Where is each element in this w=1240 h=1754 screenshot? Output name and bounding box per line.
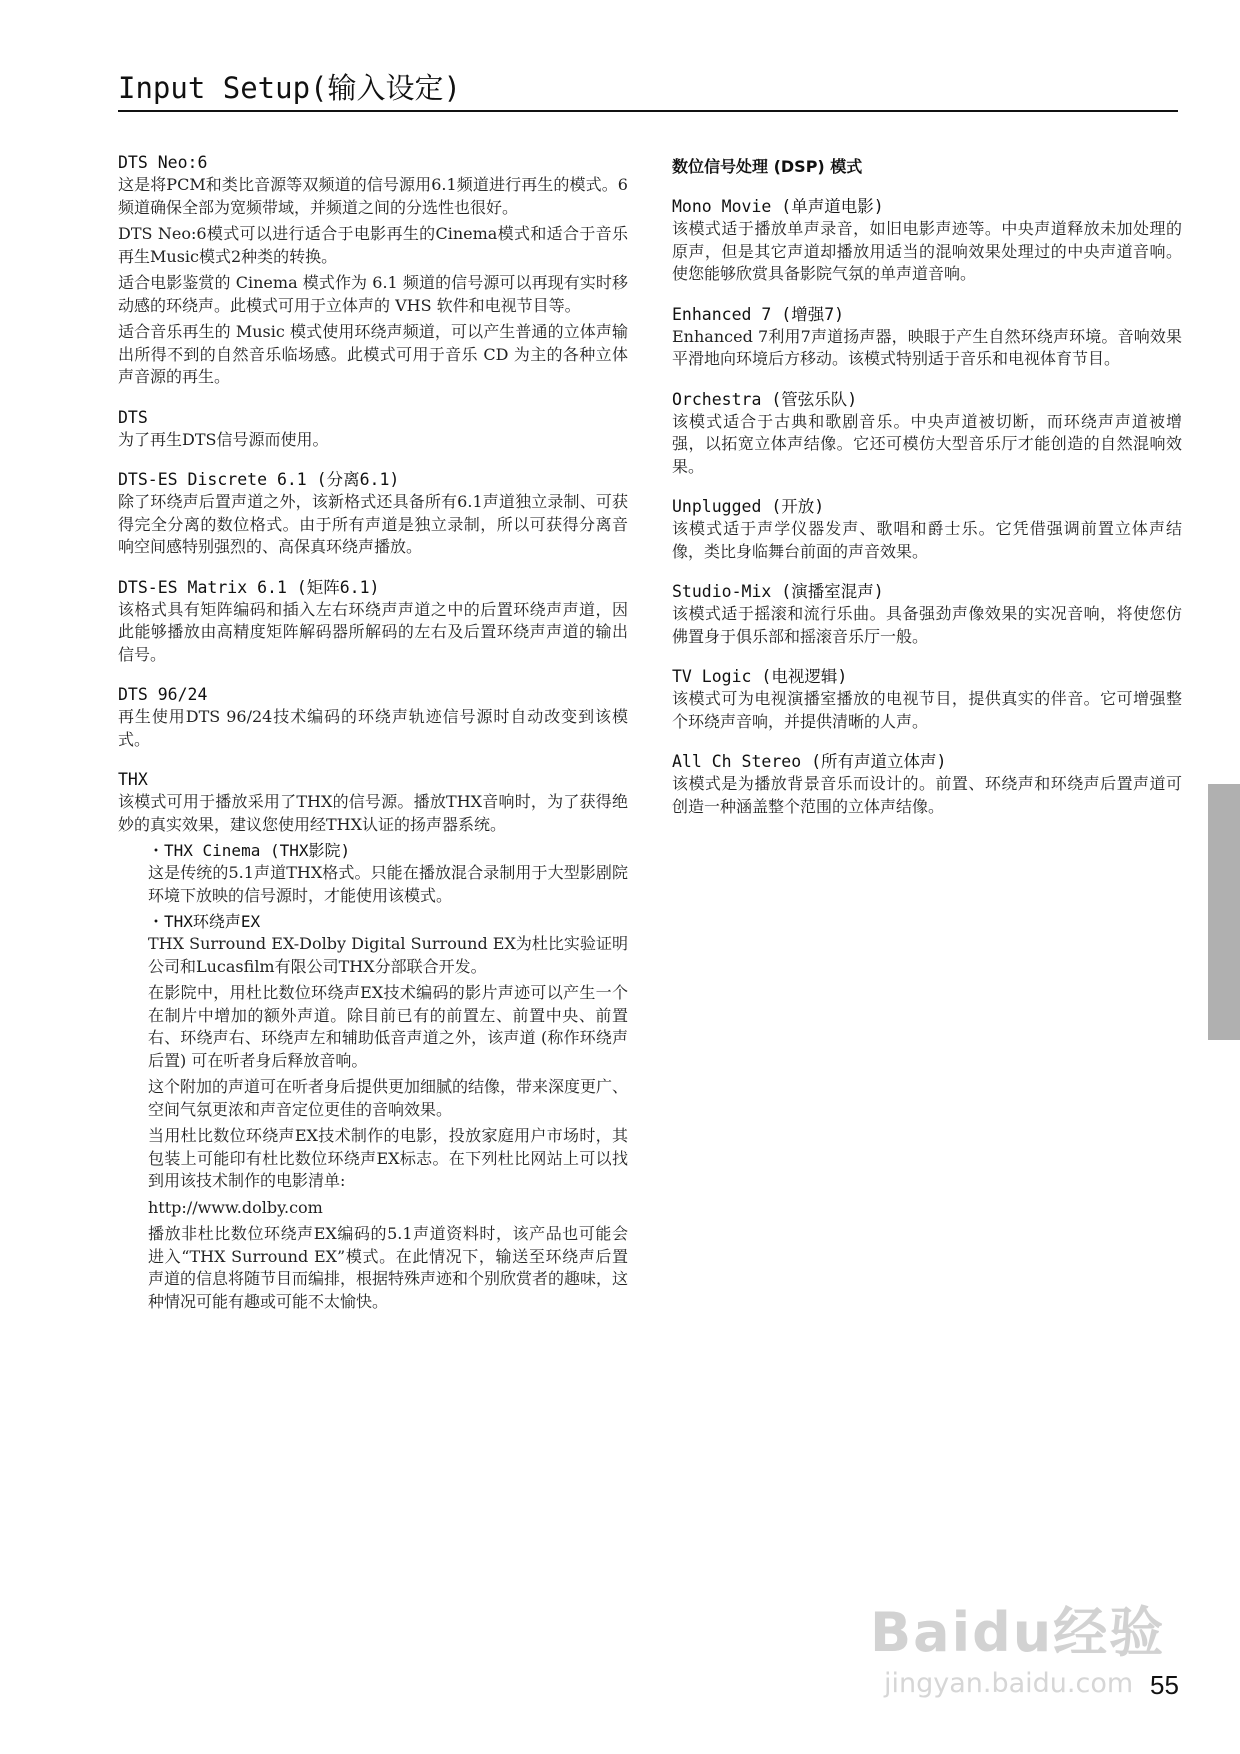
heading-dts-9624: DTS 96/24 [118, 685, 208, 704]
title-rule [118, 110, 1178, 112]
section-orchestra [672, 389, 1182, 479]
page-number: 55 [1150, 1670, 1179, 1700]
side-tab-marker [1208, 784, 1240, 1040]
heading-orchestra: Orchestra (管弦乐队) [672, 389, 858, 409]
right-column [672, 156, 1182, 836]
para-neo6-4: 适合音乐再生的 Music 模式使用环绕声频道，可以产生普通的立体声输出所得不到的自然音乐临场感。此模式可用于音乐 CD 为主的各种立体声音源的再生。 [118, 322, 628, 386]
section-thx [118, 769, 628, 1313]
para-neo6-3: 适合电影鉴赏的 Cinema 模式作为 6.1 频道的信号源可以再现有实时移动感的环绕声。此模式可用于立体声的 VHS 软件和电视节目等。 [118, 273, 628, 315]
heading-all-ch-stereo: All Ch Stereo (所有声道立体声) [672, 752, 947, 771]
para-tv-logic-1: 该模式可为电视演播室播放的电视节目，提供真实的伴音。它可增强整个环绕声音响，并提供清晰的人声。 [672, 689, 1182, 731]
section-dts [118, 407, 628, 452]
heading-dts: DTS [118, 407, 148, 427]
para-thx-ex-4: 当用杜比数位环绕声EX技术制作的电影，投放家庭用户市场时，其包装上可能印有杜比数位环绕声EX标志。在下列杜比网站上可以找到用该技术制作的电影清单: [148, 1126, 628, 1190]
section-dts-9624 [118, 684, 628, 751]
left-column [118, 152, 628, 1331]
heading-dtses-matrix: DTS-ES Matrix 6.1 (矩阵6.1) [118, 577, 380, 597]
heading-mono-movie: Mono Movie (单声道电影) [672, 197, 884, 216]
heading-thx: THX [118, 770, 148, 789]
section-mono-movie [672, 196, 1182, 286]
para-studio-mix-1: 该模式适于摇滚和流行乐曲。具备强劲声像效果的实况音响，将使您仿佛置身于俱乐部和摇滚音乐厅一般。 [672, 604, 1182, 646]
section-all-ch-stereo [672, 751, 1182, 818]
para-unplugged-1: 该模式适于声学仪器发声、歌唱和爵士乐。它凭借强调前置立体声结像，类比身临舞台前面的声音效果。 [672, 519, 1182, 561]
para-dtses-discrete-1: 除了环绕声后置声道之外，该新格式还具备所有6.1声道独立录制、可获得完全分离的数位格式。由于所有声道是独立录制，所以可获得分离音响空间感特别强烈的、高保真环绕声播放。 [118, 492, 628, 556]
para-dts-1: 为了再生DTS信号源而使用。 [118, 429, 329, 449]
para-thx-cinema-1: 这是传统的5.1声道THX格式。只能在播放混合录制用于大型影剧院环境下放映的信号源时，才能使用该模式。 [148, 863, 628, 905]
watermark-url: jingyan.baidu.com [884, 1668, 1134, 1699]
heading-studio-mix: Studio-Mix (演播室混声) [672, 582, 884, 601]
heading-dts-neo6: DTS Neo:6 [118, 153, 208, 172]
watermark-logo: Baidu经验 [870, 1601, 1166, 1664]
subheading-thx-ex: ・THX环绕声EX [148, 912, 261, 931]
para-orchestra-1: 该模式适合于古典和歌剧音乐。中央声道被切断，而环绕声声道被增强，以拓宽立体声结像。它还可模仿大型音乐厅才能创造的自然混响效果。 [672, 411, 1182, 476]
para-dts-9624-1: 再生使用DTS 96/24技术编码的环绕声轨迹信号源时自动改变到该模式。 [118, 707, 628, 749]
para-dtses-matrix-1: 该格式具有矩阵编码和插入左右环绕声声道之中的后置环绕声声道，因此能够播放由高精度矩阵解码器所解码的左右及后置环绕声声道的输出信号。 [118, 599, 628, 664]
heading-tv-logic: TV Logic (电视逻辑) [672, 667, 848, 686]
section-dtses-discrete [118, 469, 628, 559]
section-dtses-matrix [118, 577, 628, 667]
para-all-ch-stereo-1: 该模式是为播放背景音乐而设计的。前置、环绕声和环绕声后置声道可创造一种涵盖整个范围的立体声结像。 [672, 774, 1182, 816]
para-enhanced7-1: Enhanced 7利用7声道扬声器，映眼于产生自然环绕声环境。音响效果平滑地向环境后方移动。该模式特别适于音乐和电视体育节目。 [672, 326, 1182, 368]
link-dolby-url: http://www.dolby.com [148, 1197, 323, 1217]
section-enhanced7 [672, 304, 1182, 371]
page-title: Input Setup(输入设定) [118, 71, 461, 105]
para-thx-ex-2: 在影院中，用杜比数位环绕声EX技术编码的影片声迹可以产生一个在制片中增加的额外声道。除目前已有的前置左、前置中央、前置右、环绕声右、环绕声左和辅助低音声道之外，该声道 (称作环绕声后置) 可在听者身后释放音响。 [148, 983, 628, 1070]
para-neo6-1: 这是将PCM和类比音源等双频道的信号源用6.1频道进行再生的模式。6频道确保全部为宽频带域，并频道之间的分选性也很好。 [118, 175, 628, 217]
heading-unplugged: Unplugged (开放) [672, 497, 825, 516]
para-mono-movie-1: 该模式适于播放单声录音，如旧电影声迹等。中央声道释放未加处理的原声，但是其它声道却播放用适当的混响效果处理过的中央声道音响。使您能够欣赏具备影院气氛的单声道音响。 [672, 219, 1182, 283]
heading-enhanced7: Enhanced 7 (增强7) [672, 304, 845, 324]
section-studio-mix [672, 581, 1182, 648]
section-dts-neo6 [118, 152, 628, 389]
heading-dsp-modes: 数位信号处理 (DSP) 模式 [672, 157, 863, 176]
para-thx-1: 该模式可用于播放采用了THX的信号源。播放THX音响时，为了获得绝妙的真实效果，建议您使用经THX认证的扬声器系统。 [118, 792, 628, 834]
heading-dtses-discrete: DTS-ES Discrete 6.1 (分离6.1) [118, 470, 400, 489]
para-thx-ex-5: 播放非杜比数位环绕声EX编码的5.1声道资料时，该产品也可能会进入“THX Surround EX”模式。在此情况下，输送至环绕声后置声道的信息将随节目而编排，根据特殊声迹和个别欣赏者的趣味，这种情况可能有趣或可能不太愉快。 [148, 1224, 629, 1311]
para-thx-ex-3: 这个附加的声道可在听者身后提供更加细腻的结像，带来深度更广、空间气氛更浓和声音定位更佳的音响效果。 [148, 1077, 629, 1119]
section-tv-logic [672, 666, 1182, 733]
para-thx-ex-1: THX Surround EX-Dolby Digital Surround EX为杜比实验证明公司和Lucasfilm有限公司THX分部联合开发。 [148, 934, 628, 976]
para-neo6-2: DTS Neo:6模式可以进行适合于电影再生的Cinema模式和适合于音乐再生Music模式2种类的转换。 [118, 224, 628, 266]
section-unplugged [672, 496, 1182, 563]
subheading-thx-cinema: ・THX Cinema (THX影院) [148, 841, 351, 860]
